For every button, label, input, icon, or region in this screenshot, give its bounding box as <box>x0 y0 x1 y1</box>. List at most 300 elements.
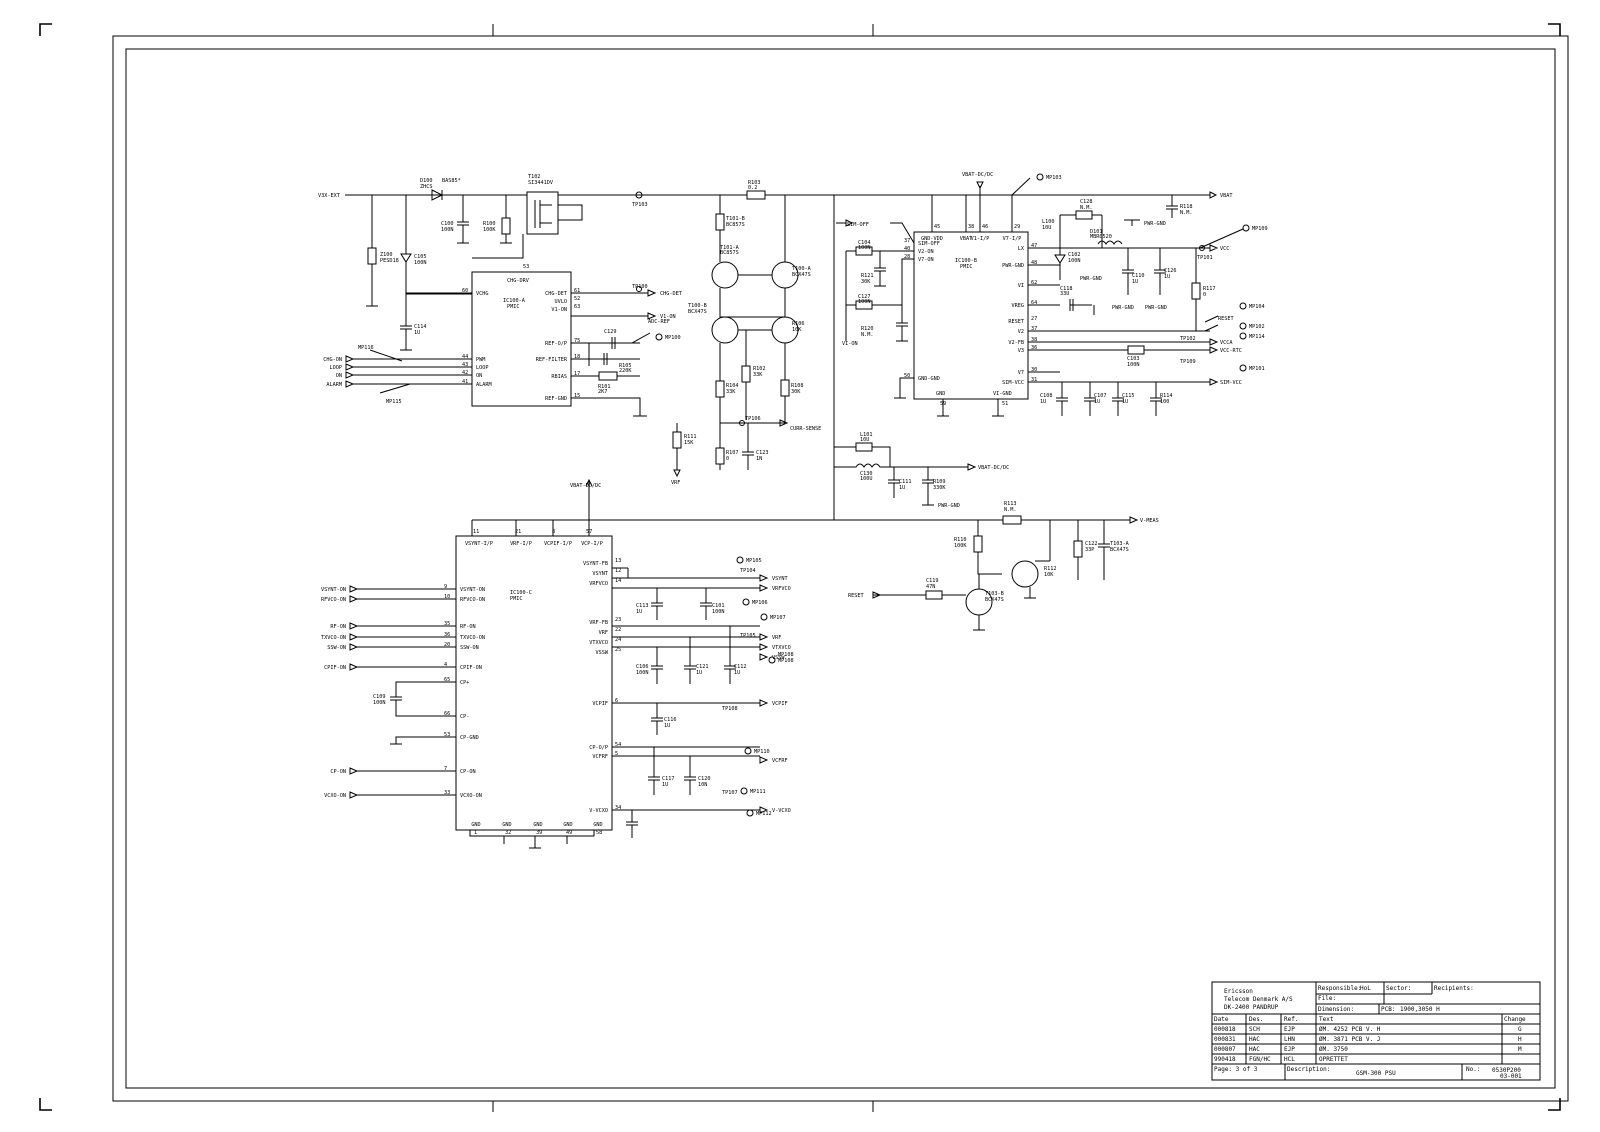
c107-ref: C115 <box>1122 393 1135 399</box>
r114-ref: L101 <box>860 432 873 438</box>
ldo-output-arrow <box>760 585 767 591</box>
tb-pcb-label: PCB: <box>1381 1006 1396 1013</box>
c101-ref: C106 <box>636 664 649 670</box>
revision-date: 990418 <box>1214 1056 1236 1063</box>
ldo-input-wire <box>350 634 456 640</box>
ldo-input-label: VSYNT-ON <box>321 587 346 593</box>
tp102-label: TP102 <box>1180 336 1196 342</box>
c109-value: 1U <box>636 609 643 615</box>
crop-marks <box>40 24 1560 1110</box>
c122-value: BCX47S <box>1110 547 1129 553</box>
ic-charger-pin-num-right: 75 <box>574 338 581 344</box>
revision-ref: EJP <box>1284 1046 1295 1053</box>
revision-des: SCH <box>1249 1026 1260 1033</box>
revision-ref: EJP <box>1284 1026 1295 1033</box>
input-mp-leaders <box>370 350 410 393</box>
test-point-label: TP104 <box>740 568 756 574</box>
t101a-value: BCX47S <box>792 272 811 278</box>
revision-date: 000831 <box>1214 1036 1236 1043</box>
t103b-value: 10K <box>1044 572 1054 578</box>
ldo-output-arrow <box>760 757 767 763</box>
r105-ref: R101 <box>598 384 611 390</box>
r111-ref: C104 <box>858 240 871 246</box>
t102-ref: T102 <box>528 174 541 180</box>
c100-value: 100N <box>441 227 454 233</box>
c115-value: 100 <box>1160 399 1170 405</box>
ic-reg-pin-top: VBAT <box>959 236 973 242</box>
net-vrf-small: VRF <box>671 480 681 486</box>
ic-ldo-pin-bottom: GND <box>502 822 512 828</box>
tp106-label: TP106 <box>745 416 761 422</box>
net-sim-vcc: SIM-VCC <box>1220 380 1242 386</box>
d101-value: 100N <box>1068 258 1081 264</box>
ic-reg-pin-right: PWR-GND <box>1002 263 1024 269</box>
ic-ldo-ref: IC100-C <box>510 590 532 596</box>
revision-ref: LHN <box>1284 1036 1295 1043</box>
ic-charger-pin-num-right: 18 <box>574 354 581 360</box>
net-sim-off: SIM-OFF <box>847 222 869 228</box>
ic-reg-pin-num-left: 37 <box>904 238 911 244</box>
r103-value: 0.2 <box>748 185 758 191</box>
ic-charger-pin-left: ON <box>476 373 483 379</box>
input-signal-label: ALARM <box>326 382 342 388</box>
net-vcc: VCC <box>1220 246 1230 252</box>
t100b-ref: R106 <box>792 321 805 327</box>
ic-reg-pin-num-top: 29 <box>1014 224 1021 230</box>
measure-point-label: MP107 <box>770 615 786 621</box>
revision-text: OPRETTET <box>1319 1056 1348 1063</box>
ic-reg-pin-left: V2-ON <box>918 249 934 255</box>
ic-reg-pin-num-right: 37 <box>1031 326 1038 332</box>
ic-ldo-pin-right: VSSW <box>595 650 608 656</box>
r104-value: 30K <box>791 389 801 395</box>
ic-ldo-pin-bottom: GND <box>593 822 603 828</box>
ic-ldo-pin-right: VRF <box>598 630 608 636</box>
revision-text: ØM. 3750 <box>1319 1046 1348 1053</box>
c107-value: 1U <box>1122 399 1129 405</box>
t103a-value: BCX47S <box>985 597 1004 603</box>
ldo-input-wire <box>350 586 456 592</box>
c114-ref: R105 <box>619 363 632 369</box>
c112-ref: C116 <box>664 717 677 723</box>
tb-h-text: Text <box>1319 1016 1334 1023</box>
ic-reg-pin-num-top: 45 <box>934 224 941 230</box>
ic-reg-pin-num-right: 62 <box>1031 280 1038 286</box>
ic-ldo-pin-num-left: 4 <box>444 662 448 668</box>
ic-charger-pin-num-left: 44 <box>462 354 469 360</box>
ic-ldo-pin-right: VCFRF <box>592 754 608 760</box>
ic-charger-pin-left: LOOP <box>476 365 489 371</box>
revision-text: ØM. 4252 PCB V. H <box>1319 1026 1381 1033</box>
ldo-input-label: VCXO-ON <box>324 793 346 799</box>
current-sense-section <box>671 195 821 486</box>
ic-reg-part: PMIC <box>960 264 973 270</box>
t103a-ref: T103-B <box>985 591 1004 597</box>
c121-value: 1U <box>734 670 741 676</box>
ic-reg-pin-right: V2 <box>1017 329 1024 335</box>
net-vbat-dcdc-mid: VBAT-DC/DC <box>978 465 1010 471</box>
r111-value: 100N <box>858 245 871 251</box>
ic-ldo-pin-left: CPIF-ON <box>460 665 482 671</box>
c108-value: 1U <box>1094 399 1101 405</box>
tb-h-change: Change <box>1504 1016 1526 1023</box>
ic-ldo-pin-num-bottom: 58 <box>596 830 603 836</box>
input-signal-wire <box>346 364 448 370</box>
ic-charger-pin-left: PWM <box>476 357 486 363</box>
ic-charger-pin-top-num: 53 <box>523 264 530 270</box>
test-point-label: TP105 <box>740 633 756 639</box>
measure-point-label: MP108 <box>778 658 794 664</box>
z100-value: 100N <box>414 260 427 266</box>
tb-h-ref: Ref. <box>1284 1016 1299 1023</box>
ldo-input-wire <box>350 596 456 602</box>
ic-ldo-pin-num-bottom: 49 <box>566 830 573 836</box>
c113-value: 100N <box>712 609 725 615</box>
ldo-output-label: VCFRF <box>772 758 788 764</box>
ldo-output-arrow <box>760 575 767 581</box>
r103-ref: R103 <box>748 180 761 186</box>
charger-section <box>318 174 1233 416</box>
ic-reg-vigd-num: 51 <box>1002 401 1009 407</box>
net-chg-det: CHG-DET <box>660 291 682 297</box>
ic-ldo-pin-num-top: 57 <box>586 529 593 535</box>
ic-reg-pin-left: SIM-OFF <box>918 241 940 247</box>
c122-ref: T103-A <box>1110 541 1129 547</box>
r121-value: 100N <box>858 299 871 305</box>
t101b-ref: T101-A <box>720 245 739 251</box>
c108-ref: C107 <box>1094 393 1107 399</box>
ic-charger-pin-right: UVLO <box>554 299 567 305</box>
tb-file-label: File: <box>1318 995 1337 1002</box>
ic-charger-pin-left: ALARM <box>476 382 492 388</box>
ldo-output-label: VSYNT <box>772 576 788 582</box>
ic-ldo-pin-left: TXVCO-ON <box>460 635 485 641</box>
r108-ref: R111 <box>684 434 697 440</box>
ic-ldo-pin-num-top: 21 <box>515 529 522 535</box>
inner-frame <box>126 49 1555 1088</box>
net-pwr-gnd-2: PWR-GND <box>1112 305 1134 311</box>
net-v1-on: V1-ON <box>660 314 676 320</box>
c130-value: 1U <box>899 485 906 491</box>
c104-ref: R121 <box>861 273 874 279</box>
revision-des: FGN/HC <box>1249 1056 1271 1063</box>
ic-ldo-pin-bottom: GND <box>533 822 543 828</box>
mp109-label: MP109 <box>1252 226 1268 232</box>
r102-value: 33K <box>726 389 736 395</box>
mp102-label: MP102 <box>1249 324 1265 330</box>
l101-value: 100U <box>860 476 873 482</box>
ic-reg-pin-num-right: 64 <box>1031 300 1038 306</box>
net-reset-bottom: RESET <box>848 593 864 599</box>
ic-ldo-pin-left: CP-GND <box>460 735 479 741</box>
ic-reg-pin-right: V3 <box>1017 348 1024 354</box>
c104-value: 30K <box>861 279 871 285</box>
c127-value: N.M. <box>861 332 874 338</box>
ic-ldo-pin-bottom: GND <box>471 822 481 828</box>
r119-ref: Z100 <box>380 252 393 258</box>
r114-value: 10U <box>860 437 870 443</box>
ic-ldo-pin-num-top: 11 <box>473 529 480 535</box>
t101b-value: BC857S <box>720 250 739 256</box>
tb-sector-label: Sector: <box>1386 985 1412 992</box>
ic-ldo-pin-left: SSW-ON <box>460 645 479 651</box>
c105-value: 1U <box>414 330 421 336</box>
ldo-input-label: CP-ON <box>330 769 346 775</box>
d100-value: BAS85* <box>442 178 461 184</box>
measure-point <box>761 614 767 620</box>
ic-ldo-pin-right: VSYNT <box>592 571 608 577</box>
ic-ldo-pin-num-left: 66 <box>444 711 451 717</box>
ic-charger-part: PMIC <box>507 304 520 310</box>
ic-ldo-pin-num-top: 8 <box>552 529 556 535</box>
ic-charger-pin-num-right: 61 <box>574 288 581 294</box>
ic-ldo-pin-top: VCPIF-I/P <box>543 541 573 547</box>
t102-value: SI3441DV <box>528 180 553 186</box>
c128-ref: L100 <box>1042 219 1055 225</box>
ic-reg-pin-left: GND-GND <box>918 376 940 382</box>
t100a-ref: T100-B <box>688 303 707 309</box>
test-point-label: TP108 <box>722 706 738 712</box>
ic-reg-pin-num-top: 46 <box>982 224 989 230</box>
ic-ldo-pin-right: V-VCXO <box>589 808 608 814</box>
d101-ref: C102 <box>1068 252 1081 258</box>
tb-responsible-label: Responsible: <box>1318 985 1362 992</box>
ic-ldo-pin-num-right: 12 <box>615 568 622 574</box>
ic-ldo-pin-num-right: 22 <box>615 627 622 633</box>
r118-value: 0 <box>1203 292 1207 298</box>
ic-ldo-pin-num-right: 14 <box>615 578 622 584</box>
tb-description-value: GSM-300 PSU <box>1356 1070 1396 1077</box>
c116-ref: C117 <box>662 776 675 782</box>
ic-ldo-pin-num-right: 6 <box>615 698 619 704</box>
c110-ref: C126 <box>1164 268 1177 274</box>
c123-value: 1N <box>756 456 763 462</box>
c100-ref: C100 <box>441 221 454 227</box>
measure-point-label: MP112 <box>756 811 772 817</box>
ldo-output-arrow <box>760 654 767 660</box>
c103-value: 1U <box>1040 399 1047 405</box>
ic-ldo-pin-left: RF-ON <box>460 624 476 630</box>
ldo-output-label: VRF <box>772 635 782 641</box>
c127-ref: R120 <box>861 326 874 332</box>
ic-reg-pin-num-right: 31 <box>1031 377 1038 383</box>
tp103-label: TP103 <box>632 202 648 208</box>
r112-value: 47N <box>926 584 936 590</box>
c117-value: 10N <box>698 782 708 788</box>
c118-ref: C110 <box>1132 273 1145 279</box>
tb-responsible-value: HoL <box>1360 985 1371 992</box>
ldo-input-label: RF-ON <box>330 624 346 630</box>
ic-reg-gnd-num: 59 <box>940 401 947 407</box>
ic-charger-pin-num-left: 43 <box>462 362 469 368</box>
ic-ldo-pin-num-left: 10 <box>444 594 451 600</box>
tb-no-value-2: 03-001 <box>1500 1073 1522 1080</box>
net-pwr-gnd-1: PWR-GND <box>1080 276 1102 282</box>
r113-ref: R110 <box>954 537 967 543</box>
ic-reg-pin-num-right: 30 <box>1031 367 1038 373</box>
ic-ldo-pin-top: VCP-I/P <box>581 541 603 547</box>
tb-company-3: DK-2400 PANDRUP <box>1224 1004 1279 1011</box>
ic-ldo-pin-left: CP- <box>460 714 470 720</box>
ic-ldo-pin-left: CP+ <box>460 680 470 686</box>
mp103-label: MP103 <box>1046 175 1062 181</box>
ic-ldo-pin-num-left: 36 <box>444 632 451 638</box>
mp104-label: MP104 <box>1249 304 1265 310</box>
ic-charger-pin-num-right: 17 <box>574 371 581 377</box>
net-pwr-gnd-4: PWR-GND <box>1144 221 1166 227</box>
c119-ref: C109 <box>373 694 386 700</box>
ic-charger-pin-num-right: 15 <box>574 393 581 399</box>
tb-no-label: No.: <box>1466 1066 1481 1073</box>
c126-value: N.M. <box>1180 210 1193 216</box>
tb-description-label: Description: <box>1287 1066 1331 1073</box>
measure-point <box>741 788 747 794</box>
z100-ref: C105 <box>414 254 427 260</box>
measure-point <box>743 599 749 605</box>
ldo-output-label: VSSW <box>772 655 785 661</box>
c106-ref: C121 <box>696 664 709 670</box>
r109-ref: R113 <box>1004 501 1017 507</box>
r120-ref: C128 <box>1080 199 1093 205</box>
input-signal-label: LOOP <box>329 365 342 371</box>
ic-ldo-pin-num-right: 13 <box>615 558 622 564</box>
ic-reg-pin-right: V7 <box>1017 370 1024 376</box>
l101-ref: C130 <box>860 471 873 477</box>
ic-charger-pin-right: REF-GND <box>545 396 567 402</box>
revision-des: HAC <box>1249 1046 1260 1053</box>
c118-value: 1U <box>1132 279 1139 285</box>
ldo-section <box>321 480 794 848</box>
measure-point <box>745 748 751 754</box>
c115-ref: R114 <box>1160 393 1173 399</box>
ic-charger-pin-right: REF-FILTER <box>535 357 567 363</box>
revision-date: 000818 <box>1214 1026 1236 1033</box>
test-point-label: TP107 <box>722 790 738 796</box>
r101-value: BC857S <box>726 222 745 228</box>
ldo-input-wire <box>350 644 456 650</box>
c102-ref: C118 <box>1060 286 1073 292</box>
ic-reg-pin-right: VI <box>1017 283 1024 289</box>
c114-value: 220K <box>619 368 632 374</box>
input-signal-label: CHG-ON <box>323 357 342 363</box>
measure-point-label: MP105 <box>746 558 762 564</box>
input-signal-wire <box>346 372 448 378</box>
r112-ref: C119 <box>926 578 939 584</box>
revision-text: ØM. 3871 PCB V. J <box>1319 1036 1381 1043</box>
ic-ldo-pin-num-bottom: 1 <box>474 830 478 836</box>
ic-charger-pin-num-left: 41 <box>462 379 469 385</box>
ic-reg-pin-num-right: 48 <box>1031 260 1038 266</box>
l100-ref: D101 <box>1090 229 1103 235</box>
c113-ref: C101 <box>712 603 725 609</box>
ic-ldo-part: PMIC <box>510 596 523 602</box>
c106-value: 1U <box>696 670 703 676</box>
revision-change: H <box>1518 1036 1522 1043</box>
revision-change: G <box>1518 1026 1522 1033</box>
ic-ldo-pin-right: VRFVCO <box>589 581 608 587</box>
c109-ref: C113 <box>636 603 649 609</box>
ldo-output-arrow <box>760 634 767 640</box>
ic-reg-pin-right: LX <box>1017 246 1024 252</box>
net-vi-on: VI-ON <box>842 341 858 347</box>
r120-value: N.M. <box>1080 205 1093 211</box>
tp109-label: TP109 <box>1180 359 1196 365</box>
ic-ldo-pin-left: VSYNT-ON <box>460 587 485 593</box>
ic-ldo-pin-right: VCPIF <box>592 701 608 707</box>
tb-company-1: Ericsson <box>1224 988 1253 995</box>
net-vcc-rtc: VCC-RTC <box>1220 348 1242 354</box>
ic-ldo-pin-num-right: 54 <box>615 742 622 748</box>
ic-reg-pin-num-right: 27 <box>1031 316 1038 322</box>
r102-ref: R104 <box>726 383 739 389</box>
ic-ldo-pin-num-left: 7 <box>444 766 448 772</box>
r113-value: 100K <box>954 543 967 549</box>
ic-ldo-pin-num-left: 33 <box>444 790 451 796</box>
revision-date: 000807 <box>1214 1046 1236 1053</box>
c116-value: 1U <box>662 782 669 788</box>
ldo-input-wire <box>350 768 456 774</box>
c126-ref: R118 <box>1180 204 1193 210</box>
ic-charger-pin-right: REF-O/P <box>545 341 567 347</box>
c105-ref: C114 <box>414 324 427 330</box>
ldo-input-label: SSW-ON <box>327 645 346 651</box>
r117-ref: C103 <box>1127 356 1140 362</box>
ldo-output-arrow <box>760 700 767 706</box>
ic-reg-ref: IC100-B <box>955 258 977 264</box>
measure-point <box>747 810 753 816</box>
mp101-label: MP101 <box>1249 366 1265 372</box>
r117-value: 100N <box>1127 362 1140 368</box>
tb-company-2: Telecom Denmark A/S <box>1224 996 1293 1003</box>
r100-value: 100K <box>483 227 496 233</box>
ic-ldo-pin-num-right: 23 <box>615 617 622 623</box>
r121-ref: C127 <box>858 294 871 300</box>
net-pwr-gnd-3: PWR-GND <box>1145 305 1167 311</box>
tb-page: Page: 3 of 3 <box>1214 1066 1258 1073</box>
d100-alt: ZHCS <box>420 184 433 190</box>
r107-ref: R107 <box>726 450 739 456</box>
c123-ref: C123 <box>756 450 769 456</box>
mp114-label: MP114 <box>1249 334 1265 340</box>
ldo-output-label: VCPIF <box>772 701 788 707</box>
tb-no-value-1: 0530P200 <box>1492 1067 1521 1074</box>
net-adc-ref: ADC-REF <box>648 319 670 325</box>
ic-ldo-pin-right: VSYNT-FB <box>583 561 608 567</box>
tb-pcb-value: 1900,3050 H <box>1400 1006 1440 1013</box>
ic-reg-pin-left: V7-ON <box>918 257 934 263</box>
ldo-output-label: VTXVCO <box>772 645 791 651</box>
tb-h-date: Date <box>1214 1016 1229 1023</box>
c128-value: 10U <box>1042 225 1052 231</box>
ic-ldo-pin-left: VCXO-ON <box>460 793 482 799</box>
ic-charger-pin-right: RBIAS <box>551 374 567 380</box>
r110-value: 33P <box>1085 547 1095 553</box>
ic-reg-pin-num-left: 50 <box>904 373 911 379</box>
title-block <box>1212 982 1540 1080</box>
measure-point-label: MP106 <box>752 600 768 606</box>
ic-reg-pin-top: V1-I/P <box>970 236 990 242</box>
c112-value: 1U <box>664 723 671 729</box>
input-signal-label: ON <box>335 373 342 379</box>
ic-charger-pin-left: VCHG <box>476 291 489 297</box>
ic-charger-pin-num-left: 42 <box>462 370 469 376</box>
ic-ldo-pin-num-left: 65 <box>444 677 451 683</box>
r100-ref: R100 <box>483 221 496 227</box>
ic-reg-pin-right: V2-FB <box>1008 340 1024 346</box>
ic-reg-pin-num-right: 36 <box>1031 345 1038 351</box>
ic-reg-vigd: VI-GND <box>993 391 1012 397</box>
revision-des: HAC <box>1249 1036 1260 1043</box>
